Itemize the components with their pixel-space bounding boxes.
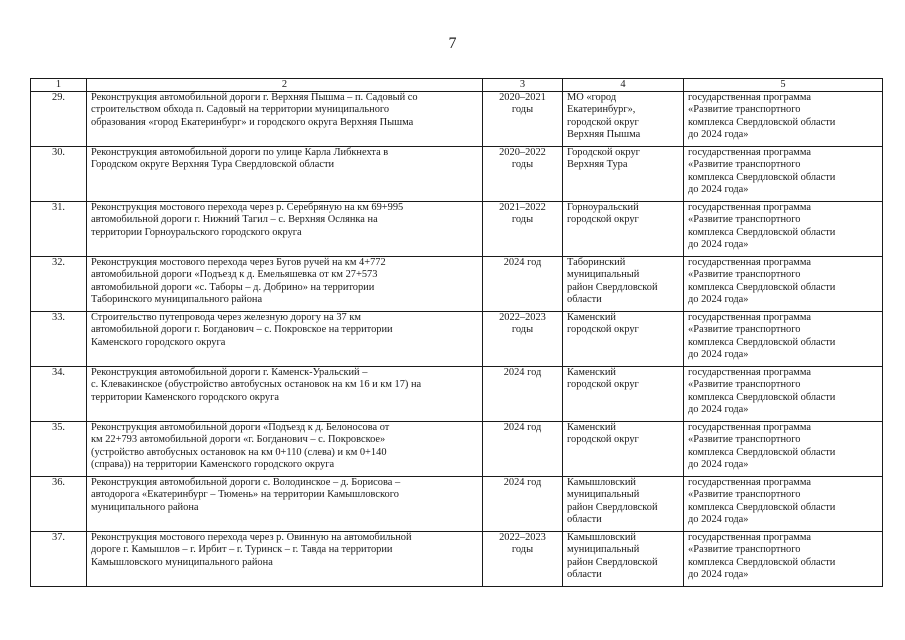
row-number-cell <box>31 477 87 532</box>
description-line: Камышловского муниципального района <box>91 556 273 568</box>
description-line: Строительство путепровода через железную дорогу на 37 км <box>91 312 361 323</box>
program-cell <box>684 367 883 422</box>
table-row <box>31 477 883 532</box>
program-line: государственная программа <box>688 312 811 323</box>
period-cell <box>483 312 563 367</box>
column-header: 1 <box>31 79 87 92</box>
row-number: 37. <box>52 532 65 543</box>
description-cell <box>87 422 483 477</box>
row-number-cell <box>31 422 87 477</box>
row-number: 32. <box>52 257 65 268</box>
description-line: с. Клевакинское (обустройство автобусных остановок на км 16 и км 17) на <box>91 379 422 391</box>
description-line: (справа)) на территории Каменского городского округа <box>91 459 335 471</box>
period-line: 2020–2022 <box>499 147 546 158</box>
column-header: 4 <box>563 79 684 92</box>
description-line: Реконструкция автомобильной дороги по улице Карла Либкнехта в <box>91 147 389 158</box>
description-line: Реконструкция мостового перехода через Бугов ручей на км 4+772 <box>91 257 386 268</box>
period-line: годы <box>511 544 534 556</box>
program-line: до 2024 года» <box>688 404 749 416</box>
period-cell <box>483 532 563 587</box>
description-line: автомобильной дороги «с. Таборы – д. Добрино» на территории <box>91 281 375 293</box>
program-line: «Развитие транспортного <box>688 214 801 226</box>
period-cell <box>483 257 563 312</box>
territory-line: области <box>567 294 602 306</box>
program-line: комплекса Свердловской области <box>688 556 836 568</box>
program-line: комплекса Свердловской области <box>688 446 836 458</box>
territory-line: Городской округ <box>567 147 640 158</box>
row-number-cell <box>31 202 87 257</box>
description-cell <box>87 367 483 422</box>
program-line: комплекса Свердловской области <box>688 336 836 348</box>
territory-line: городской округ <box>567 379 639 391</box>
program-line: комплекса Свердловской области <box>688 501 836 513</box>
description-cell <box>87 532 483 587</box>
territory-line: городской округ <box>567 434 639 446</box>
row-number-cell <box>31 147 87 202</box>
program-line: до 2024 года» <box>688 294 749 306</box>
description-line: (устройство автобусных остановок на км 0+110 (слева) и км 0+140 <box>91 446 387 458</box>
territory-line: Каменский <box>567 367 616 378</box>
description-line: муниципального района <box>91 501 199 513</box>
row-number-cell <box>31 257 87 312</box>
description-line: автомобильной дороги г. Богданович – с. Покровское на территории <box>91 324 393 336</box>
period-line: 2024 год <box>503 367 542 378</box>
description-line: Реконструкция мостового перехода через р. Овинную на автомобильной <box>91 532 412 543</box>
row-number-cell <box>31 312 87 367</box>
territory-cell <box>563 532 684 587</box>
description-line: Реконструкция автомобильной дороги «Подъезд к д. Белоносова от <box>91 422 390 433</box>
description-line: дороге г. Камышлов – г. Ирбит – г. Туринск – г. Тавда на территории <box>91 544 393 556</box>
program-line: «Развитие транспортного <box>688 379 801 391</box>
program-line: «Развитие транспортного <box>688 434 801 446</box>
program-cell <box>684 532 883 587</box>
territory-line: Верхняя Пышма <box>567 129 641 141</box>
program-line: комплекса Свердловской области <box>688 226 836 238</box>
program-cell <box>684 257 883 312</box>
program-line: государственная программа <box>688 532 811 543</box>
program-cell <box>684 147 883 202</box>
territory-line: области <box>567 569 602 581</box>
table-header-row <box>31 79 883 92</box>
period-line: 2022–2023 <box>499 312 546 323</box>
program-cell <box>684 422 883 477</box>
program-line: «Развитие транспортного <box>688 544 801 556</box>
program-line: государственная программа <box>688 477 811 488</box>
description-cell <box>87 92 483 147</box>
period-cell <box>483 202 563 257</box>
period-cell <box>483 477 563 532</box>
table-row <box>31 367 883 422</box>
row-number-cell <box>31 367 87 422</box>
column-header: 2 <box>87 79 483 92</box>
description-line: Таборинского муниципального района <box>91 294 263 306</box>
territory-line: район Свердловской <box>567 501 658 513</box>
program-line: комплекса Свердловской области <box>688 171 836 183</box>
description-line: Городском округе Верхняя Тура Свердловской области <box>91 159 335 171</box>
territory-line: Камышловский <box>567 477 636 488</box>
description-line: Реконструкция мостового перехода через р. Серебряную на км 69+995 <box>91 202 404 213</box>
program-line: до 2024 года» <box>688 349 749 361</box>
row-number: 30. <box>52 147 65 158</box>
territory-cell <box>563 202 684 257</box>
period-line: годы <box>511 214 534 226</box>
territory-line: район Свердловской <box>567 281 658 293</box>
program-line: «Развитие транспортного <box>688 489 801 501</box>
program-line: «Развитие транспортного <box>688 159 801 171</box>
period-line: 2024 год <box>503 257 542 268</box>
description-line: автомобильной дороги «Подъезд к д. Емельяшевка от км 27+573 <box>91 269 378 281</box>
program-cell <box>684 312 883 367</box>
territory-line: городской округ <box>567 116 639 128</box>
period-cell <box>483 147 563 202</box>
row-number-cell <box>31 532 87 587</box>
territory-cell <box>563 147 684 202</box>
period-line: 2021–2022 <box>499 202 546 213</box>
table-row <box>31 532 883 587</box>
territory-line: городской округ <box>567 324 639 336</box>
row-number-cell <box>31 92 87 147</box>
program-line: государственная программа <box>688 147 811 158</box>
row-number: 29. <box>52 92 65 103</box>
program-line: государственная программа <box>688 257 811 268</box>
description-line: автодорога «Екатеринбург – Тюмень» на территории Камышловского <box>91 489 399 501</box>
description-line: км 22+793 автомобильной дороги «г. Богданович – с. Покровское» <box>91 434 386 446</box>
program-cell <box>684 477 883 532</box>
territory-cell <box>563 477 684 532</box>
territory-line: Верхняя Тура <box>567 159 628 171</box>
table-row <box>31 257 883 312</box>
page-number: 7 <box>448 35 457 52</box>
territory-line: Таборинский <box>567 257 626 268</box>
program-line: до 2024 года» <box>688 129 749 141</box>
program-line: комплекса Свердловской области <box>688 281 836 293</box>
table-row <box>31 147 883 202</box>
program-line: «Развитие транспортного <box>688 324 801 336</box>
territory-line: муниципальный <box>567 269 640 281</box>
program-cell <box>684 202 883 257</box>
territory-line: Каменский <box>567 422 616 433</box>
row-number: 31. <box>52 202 65 213</box>
territory-line: области <box>567 514 602 526</box>
description-line: строительством обхода п. Садовый на территории муниципального <box>91 104 390 116</box>
territory-line: Камышловский <box>567 532 636 543</box>
program-line: до 2024 года» <box>688 569 749 581</box>
column-header: 3 <box>483 79 563 92</box>
period-line: годы <box>511 324 534 336</box>
program-line: «Развитие транспортного <box>688 104 801 116</box>
territory-line: муниципальный <box>567 489 640 501</box>
period-cell <box>483 92 563 147</box>
territory-line: Горноуральский <box>567 202 639 213</box>
program-line: до 2024 года» <box>688 459 749 471</box>
period-cell <box>483 367 563 422</box>
description-cell <box>87 257 483 312</box>
territory-line: МО «город <box>567 92 617 103</box>
table-body <box>31 92 883 587</box>
territory-line: район Свердловской <box>567 556 658 568</box>
description-line: Реконструкция автомобильной дороги г. Каменск-Уральский – <box>91 367 368 378</box>
program-line: до 2024 года» <box>688 514 749 526</box>
program-line: комплекса Свердловской области <box>688 116 836 128</box>
period-line: 2020–2021 <box>499 92 546 103</box>
period-line: 2024 год <box>503 422 542 433</box>
table-row <box>31 312 883 367</box>
program-line: «Развитие транспортного <box>688 269 801 281</box>
program-line: до 2024 года» <box>688 184 749 196</box>
description-line: Каменского городского округа <box>91 336 226 348</box>
territory-cell <box>563 312 684 367</box>
row-number: 36. <box>52 477 65 488</box>
projects-table <box>30 78 883 587</box>
program-line: комплекса Свердловской области <box>688 391 836 403</box>
description-line: территории Каменского городского округа <box>91 391 279 403</box>
period-line: годы <box>511 104 534 116</box>
description-cell <box>87 477 483 532</box>
description-cell <box>87 202 483 257</box>
program-cell <box>684 92 883 147</box>
program-line: государственная программа <box>688 367 811 378</box>
program-line: до 2024 года» <box>688 239 749 251</box>
description-line: Реконструкция автомобильной дороги с. Володинское – д. Борисова – <box>91 477 401 488</box>
column-header: 5 <box>684 79 883 92</box>
territory-line: городской округ <box>567 214 639 226</box>
description-cell <box>87 147 483 202</box>
row-number: 33. <box>52 312 65 323</box>
territory-cell <box>563 257 684 312</box>
territory-cell <box>563 92 684 147</box>
row-number: 34. <box>52 367 65 378</box>
territory-cell <box>563 422 684 477</box>
program-line: государственная программа <box>688 92 811 103</box>
table-row <box>31 202 883 257</box>
territory-line: Екатеринбург», <box>567 104 636 116</box>
period-line: 2024 год <box>503 477 542 488</box>
program-line: государственная программа <box>688 202 811 213</box>
territory-line: муниципальный <box>567 544 640 556</box>
period-line: годы <box>511 159 534 171</box>
row-number: 35. <box>52 422 65 433</box>
table-row <box>31 422 883 477</box>
description-line: Реконструкция автомобильной дороги г. Верхняя Пышма – п. Садовый со <box>91 92 418 103</box>
territory-cell <box>563 367 684 422</box>
period-line: 2022–2023 <box>499 532 546 543</box>
territory-line: Каменский <box>567 312 616 323</box>
description-line: автомобильной дороги г. Нижний Тагил – с. Верхняя Ослянка на <box>91 214 378 226</box>
description-cell <box>87 312 483 367</box>
program-line: государственная программа <box>688 422 811 433</box>
description-line: территории Горноуральского городского округа <box>91 226 302 238</box>
period-cell <box>483 422 563 477</box>
table-row <box>31 92 883 147</box>
description-line: образования «город Екатеринбург» и городского округа Верхняя Пышма <box>91 116 414 128</box>
